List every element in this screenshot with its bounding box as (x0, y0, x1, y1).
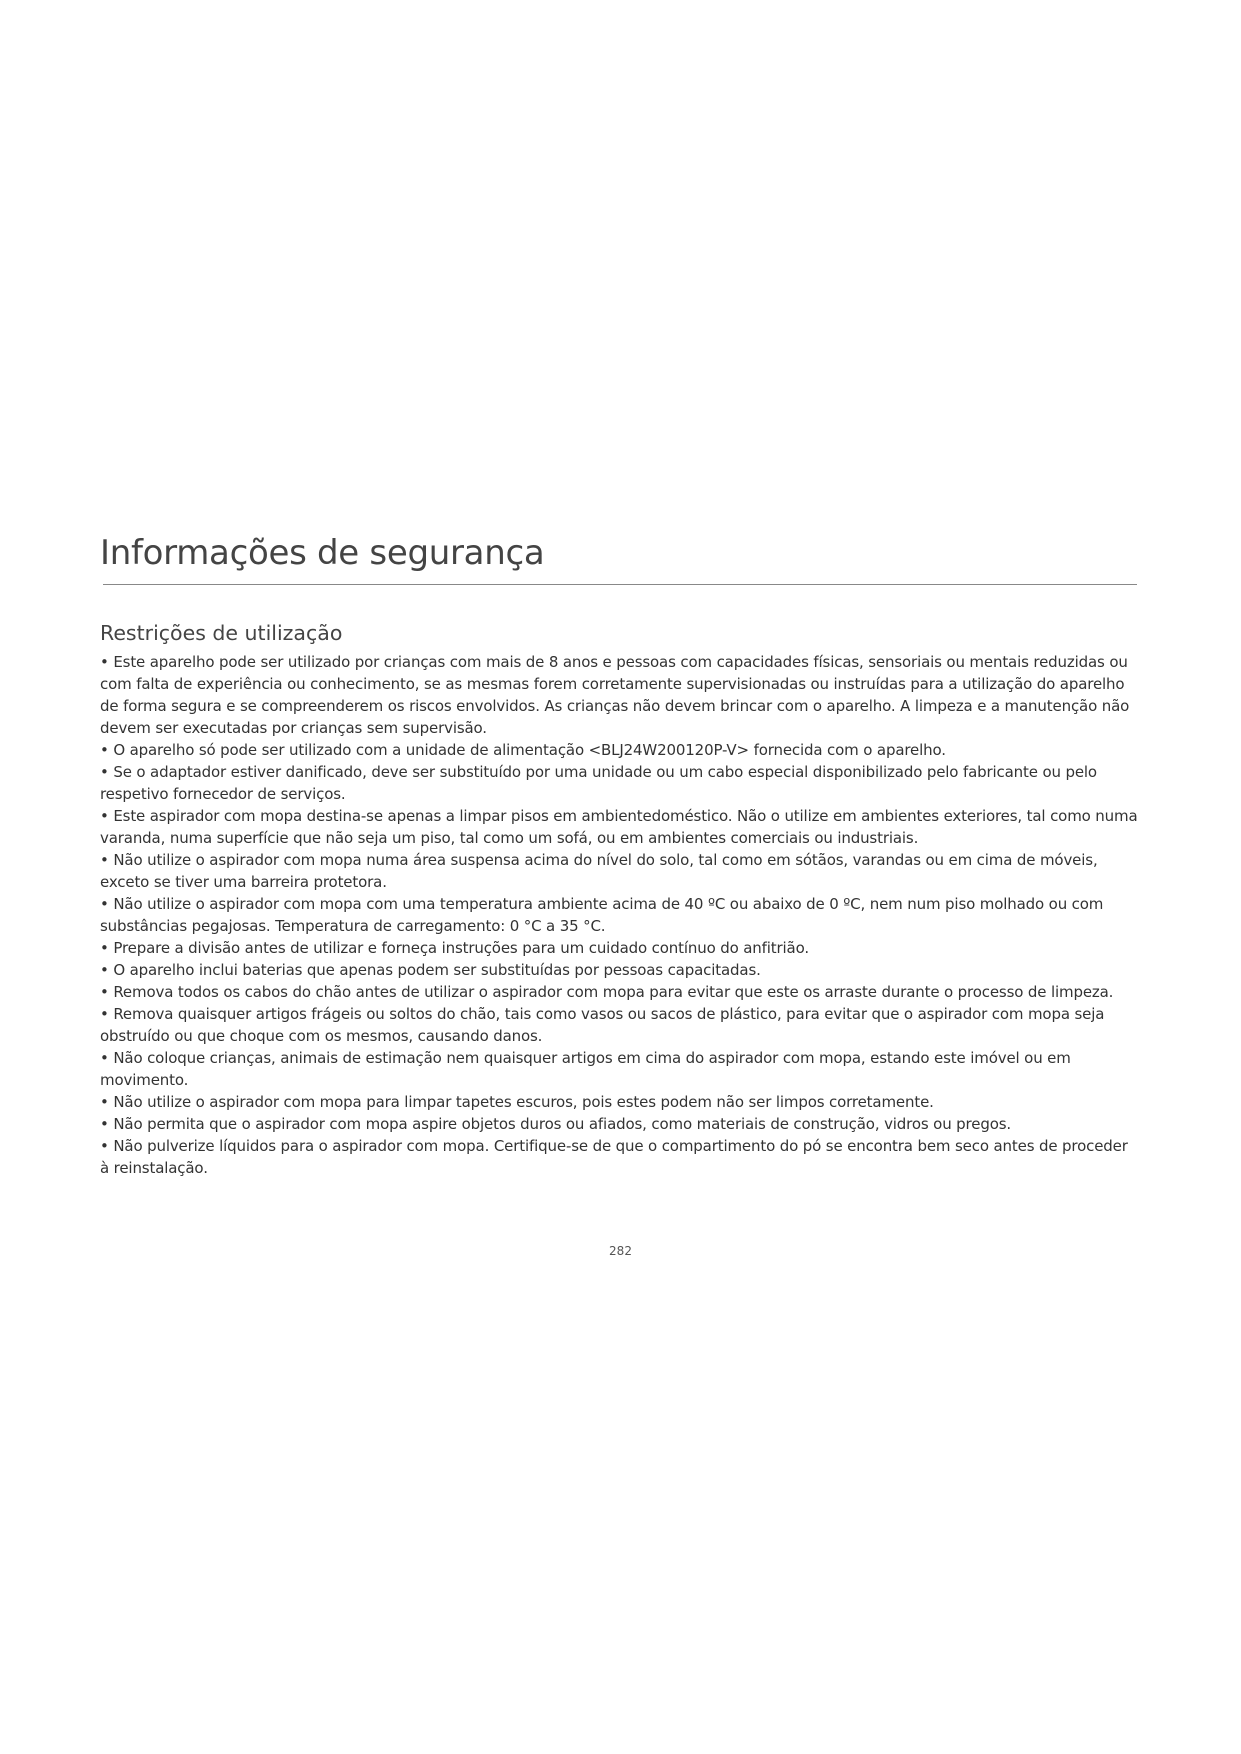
list-item: • Remova todos os cabos do chão antes de utilizar o aspirador com mopa para evitar que este os arraste durante o processo de limpeza. (100, 981, 1140, 1003)
list-item: • Prepare a divisão antes de utilizar e forneça instruções para um cuidado contínuo do anfitrião. (100, 937, 1140, 959)
list-item: • Não coloque crianças, animais de estimação nem quaisquer artigos em cima do aspirador com mopa, estando este imóvel ou em movimento. (100, 1047, 1140, 1091)
list-item: • Não permita que o aspirador com mopa aspire objetos duros ou afiados, como materiais de construção, vidros ou pregos. (100, 1113, 1140, 1135)
list-item: • Este aspirador com mopa destina-se apenas a limpar pisos em ambientedoméstico. Não o utilize em ambientes exteriores, tal como numa varanda, numa superfície que não seja um piso, tal como um sofá, ou em ambientes comerciais ou industriais. (100, 805, 1140, 849)
list-item: • O aparelho só pode ser utilizado com a unidade de alimentação <BLJ24W200120P-V> fornecida com o aparelho. (100, 739, 1140, 761)
list-item: • Não utilize o aspirador com mopa numa área suspensa acima do nível do solo, tal como em sótãos, varandas ou em cima de móveis, exceto se tiver uma barreira protetora. (100, 849, 1140, 893)
restrictions-list (100, 651, 1140, 1179)
list-item: • Se o adaptador estiver danificado, deve ser substituído por uma unidade ou um cabo especial disponibilizado pelo fabricante ou pelo respetivo fornecedor de serviços. (100, 761, 1140, 805)
list-item: • Remova quaisquer artigos frágeis ou soltos do chão, tais como vasos ou sacos de plástico, para evitar que o aspirador com mopa seja obstruído ou que choque com os mesmos, causando danos. (100, 1003, 1140, 1047)
list-item: • Este aparelho pode ser utilizado por crianças com mais de 8 anos e pessoas com capacidades físicas, sensoriais ou mentais reduzidas ou com falta de experiência ou conhecimento, se as mesmas forem corretamente supervisionadas ou instruídas para a utilização do aparelho de forma segura e se compreenderem os riscos envolvidos. As crianças não devem brincar com o aparelho. A limpeza e a manutenção não devem ser executadas por crianças sem supervisão. (100, 651, 1140, 739)
subsection-title: Restrições de utilização (100, 621, 343, 645)
list-item: • Não utilize o aspirador com mopa com uma temperatura ambiente acima de 40 ºC ou abaixo de 0 ºC, nem num piso molhado ou com substâncias pegajosas. Temperatura de carregamento: 0 °C a 35 °C. (100, 893, 1140, 937)
list-item: • Não pulverize líquidos para o aspirador com mopa. Certifique-se de que o compartimento do pó se encontra bem seco antes de proceder à reinstalação. (100, 1135, 1140, 1179)
list-item: • Não utilize o aspirador com mopa para limpar tapetes escuros, pois estes podem não ser limpos corretamente. (100, 1091, 1140, 1113)
list-item: • O aparelho inclui baterias que apenas podem ser substituídas por pessoas capacitadas. (100, 959, 1140, 981)
page-title: Informações de segurança (100, 533, 545, 573)
page-number: 282 (609, 1244, 632, 1258)
safety-section (100, 530, 1140, 1179)
title-divider (103, 584, 1137, 585)
